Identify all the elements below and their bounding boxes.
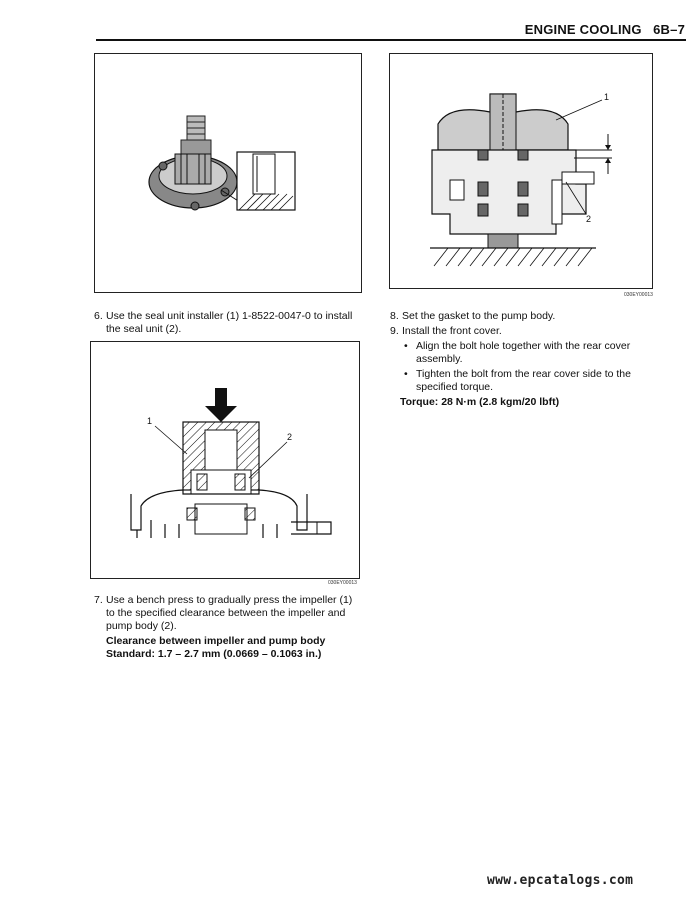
step-7-text-2: to the specified clearance between the impeller and	[106, 607, 346, 619]
step-6-text-1: Use the seal unit installer (1) 1-8522-0047-0 to install	[106, 310, 353, 322]
bullet-2-text-1: Tighten the bolt from the rear cover side to the	[416, 368, 631, 380]
step-6	[94, 310, 366, 336]
step-9-number: 9.	[390, 325, 399, 337]
step-9	[390, 325, 660, 338]
bullet-1-line-1	[404, 340, 660, 353]
bullet-1-text-2: assembly.	[416, 353, 463, 365]
figure-seal-installer	[94, 53, 362, 293]
bullet-dot-icon: •	[404, 368, 408, 380]
step-6-text-2: the seal unit (2).	[106, 323, 182, 335]
header-rule	[96, 39, 686, 41]
figure-label-1: 1	[604, 92, 610, 102]
step-8-text: Set the gasket to the pump body.	[402, 310, 556, 322]
figure-label-2: 2	[586, 214, 592, 224]
seal-installer-illustration	[95, 54, 361, 292]
clearance-spec-title: Clearance between impeller and pump body	[106, 635, 326, 647]
front-cover-section-illustration	[390, 54, 652, 288]
figure-bench-press	[90, 341, 360, 579]
figure-front-cover-section	[389, 53, 653, 289]
bullet-1-text-1: Align the bolt hole together with the rear cover	[416, 340, 631, 352]
torque-spec: Torque: 28 N·m (2.8 kgm/20 lbft)	[400, 396, 560, 408]
step-6-number: 6.	[94, 310, 103, 322]
step-9-text: Install the front cover.	[402, 325, 502, 337]
step-7	[94, 594, 366, 661]
bullet-tighten-bolt	[390, 368, 660, 394]
bullet-dot-icon: •	[404, 340, 408, 352]
bullet-align-bolt-hole	[390, 340, 660, 366]
clearance-spec-value: Standard: 1.7 – 2.7 mm (0.0669 – 0.1063 in.)	[106, 648, 322, 660]
figure-label-2: 2	[287, 432, 293, 442]
step-8	[390, 310, 660, 323]
step-7-number: 7.	[94, 594, 103, 606]
figure-label-1: 1	[147, 416, 153, 426]
bench-press-illustration	[91, 342, 359, 578]
step-7-text-3: pump body (2).	[106, 620, 177, 632]
bullet-2-line-1	[404, 368, 660, 381]
step-7-text-1: Use a bench press to gradually press the impeller (1)	[106, 594, 353, 606]
figure-code: 030EY00013	[624, 292, 653, 298]
step-8-number: 8.	[390, 310, 399, 322]
step-6-line-1	[94, 310, 366, 323]
bullet-2-text-2: specified torque.	[416, 381, 494, 393]
figure-code: 030EY00013	[328, 580, 357, 586]
steps-8-9	[390, 310, 660, 409]
page-header-title: ENGINE COOLING 6B–7	[524, 22, 685, 37]
watermark-link[interactable]: www.epcatalogs.com	[487, 873, 634, 888]
step-7-line-1	[94, 594, 366, 607]
